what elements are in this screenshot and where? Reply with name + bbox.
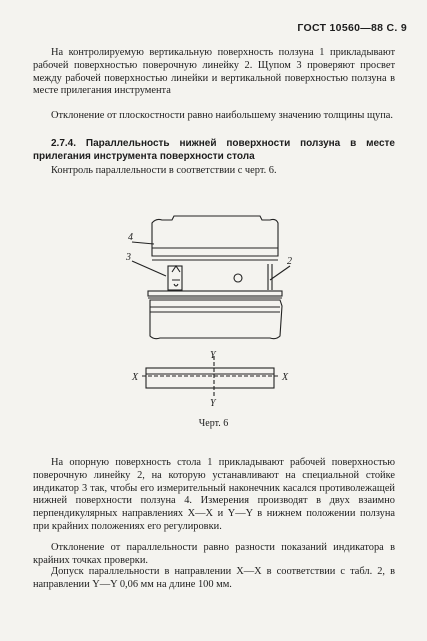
indicator [172,266,180,286]
straightedge [148,291,282,296]
axis-x-left: X [132,372,139,383]
plan-view-ruler [146,368,274,388]
indicator-stand [168,266,182,290]
label-3: 3 [126,252,131,263]
ram-body [152,216,278,256]
gap-circle [234,274,242,282]
page-header: ГОСТ 10560—88 С. 9 [297,22,407,34]
table-body [150,300,282,339]
label-4: 4 [128,232,133,243]
paragraph-5: На опорную поверхность стола 1 прикладывают рабочей поверхностью поверочную линейку 2, на которую устанавливают на специальной стойке индикатор 3 так, чтобы его измерительный наконечник касался противолежащей нижней поверхности ползуна 4. Измерения производят в двух взаимно перпендикулярных направлениях X—X и Y—Y в нижнем положении ползуна при крайних положениях его регулировки. [33,457,395,532]
paragraph-2: Отклонение от плоскостности равно наибольшему значению толщины щупа. [51,110,393,121]
figure-caption: Черт. 6 [198,418,229,429]
paragraph-6: Отклонение от параллельности равно разности показаний индикатора в крайних точках проверки. [33,542,395,566]
paragraph-7: Допуск параллельности в направлении X—X в соответствии с табл. 2, в направлении Y—Y 0,06 мм на длине 100 мм. [33,566,395,590]
axis-y-top: Y [210,350,216,361]
axis-y-bottom: Y [210,398,216,408]
section-heading-2-7-4: 2.7.4. Параллельность нижней поверхности ползуна в месте прилегания инструмента поверхности стола [33,138,395,162]
label-2: 2 [287,256,292,267]
paragraph-4: Контроль параллельности в соответствии с черт. 6. [51,165,277,176]
axis-x-right: X [282,372,289,383]
paragraph-1: На контролируемую вертикальную поверхность ползуна 1 прикладывают рабочей поверхностью поверочную линейку 2. Щупом 3 проверяют просвет между рабочей поверхностью линейки и вертикальной поверхностью ползуна в месте прилегания инструмента [33,47,395,97]
figure-6-drawing [120,208,305,408]
